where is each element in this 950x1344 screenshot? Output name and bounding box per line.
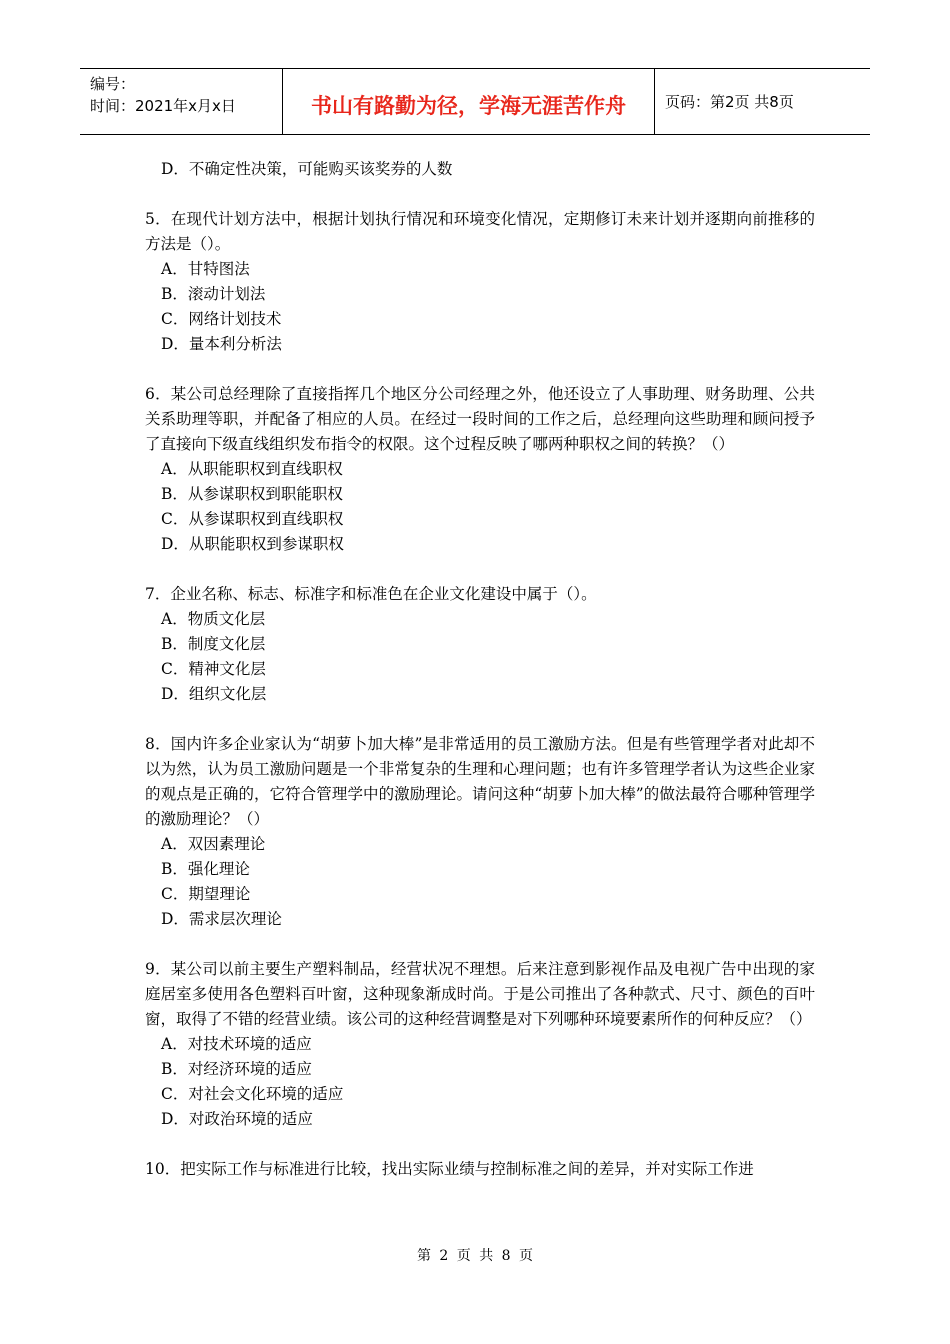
question-option: A．甘特图法	[161, 260, 250, 278]
question-option: D．量本利分析法	[161, 335, 282, 353]
question-option: C．从参谋职权到直线职权	[161, 510, 344, 528]
question-block	[145, 207, 815, 357]
question-option: B．强化理论	[161, 860, 250, 878]
header-info	[80, 69, 283, 134]
question-option: A．对技术环境的适应	[161, 1035, 312, 1053]
question-block	[145, 582, 815, 707]
question-option: A．从职能职权到直线职权	[161, 460, 343, 478]
question-block	[145, 382, 815, 557]
page-header	[80, 68, 870, 135]
question-option: B．从参谋职权到职能职权	[161, 485, 343, 503]
question-stem: 7．企业名称、标志、标准字和标准色在企业文化建设中属于（）。	[145, 585, 597, 603]
question-option: D．组织文化层	[161, 685, 267, 703]
question-option: B．滚动计划法	[161, 285, 266, 303]
question-stem: 9．某公司以前主要生产塑料制品，经营状况不理想。后来注意到影视作品及电视广告中出现的家庭居室多使用各色塑料百叶窗，这种现象渐成时尚。于是公司推出了各种款式、尺寸、颜色的百叶窗，取得了不错的经营业绩。该公司的这种经营调整是对下列哪种环境要素所作的何种反应？（）	[145, 960, 815, 1028]
question-stem: 6．某公司总经理除了直接指挥几个地区分公司经理之外，他还设立了人事助理、财务助理、公共关系助理等职，并配备了相应的人员。在经过一段时间的工作之后，总经理向这些助理和顾问授予了直接向下级直线组织发布指令的权限。这个过程反映了哪两种职权之间的转换？（）	[145, 385, 815, 453]
lead-option-block	[145, 157, 815, 182]
page-footer: 第 2 页 共 8 页	[416, 1248, 534, 1264]
question-option: B．对经济环境的适应	[161, 1060, 312, 1078]
header-page-label: 页码：第2页 共8页	[665, 93, 794, 111]
question-option: A．双因素理论	[161, 835, 266, 853]
question-option: C．对社会文化环境的适应	[161, 1085, 344, 1103]
question-option: D．对政治环境的适应	[161, 1110, 313, 1128]
question-option: B．制度文化层	[161, 635, 266, 653]
number-label: 编号：	[90, 75, 136, 93]
lead-option: D．不确定性决策，可能购买该奖券的人数	[161, 160, 453, 178]
question-option: D．需求层次理论	[161, 910, 282, 928]
question-option: C．网络计划技术	[161, 310, 282, 328]
date-label: 时间：2021年x月x日	[90, 97, 236, 115]
question-10-stem: 10．把实际工作与标准进行比较，找出实际业绩与控制标准之间的差异，并对实际工作进	[145, 1160, 754, 1178]
question-option: D．从职能职权到参谋职权	[161, 535, 344, 553]
question-content	[145, 157, 815, 1182]
question-option: C．期望理论	[161, 885, 251, 903]
question-option: A．物质文化层	[161, 610, 266, 628]
question-stem: 8．国内许多企业家认为“胡萝卜加大棒”是非常适用的员工激励方法。但是有些管理学者对此却不以为然，认为员工激励问题是一个非常复杂的生理和心理问题；也有许多管理学者认为这些企业家的观点是正确的，它符合管理学中的激励理论。请问这种“胡萝卜加大棒”的做法最符合哪种管理学的激励理论？（）	[145, 735, 815, 828]
question-block	[145, 732, 815, 932]
header-motto: 书山有路勤为径，学海无涯苦作舟	[283, 69, 655, 134]
question-option: C．精神文化层	[161, 660, 266, 678]
question-stem: 5．在现代计划方法中，根据计划执行情况和环境变化情况，定期修订未来计划并逐期向前推移的方法是（）。	[145, 210, 815, 253]
question-block	[145, 957, 815, 1132]
question-list	[145, 207, 815, 1132]
